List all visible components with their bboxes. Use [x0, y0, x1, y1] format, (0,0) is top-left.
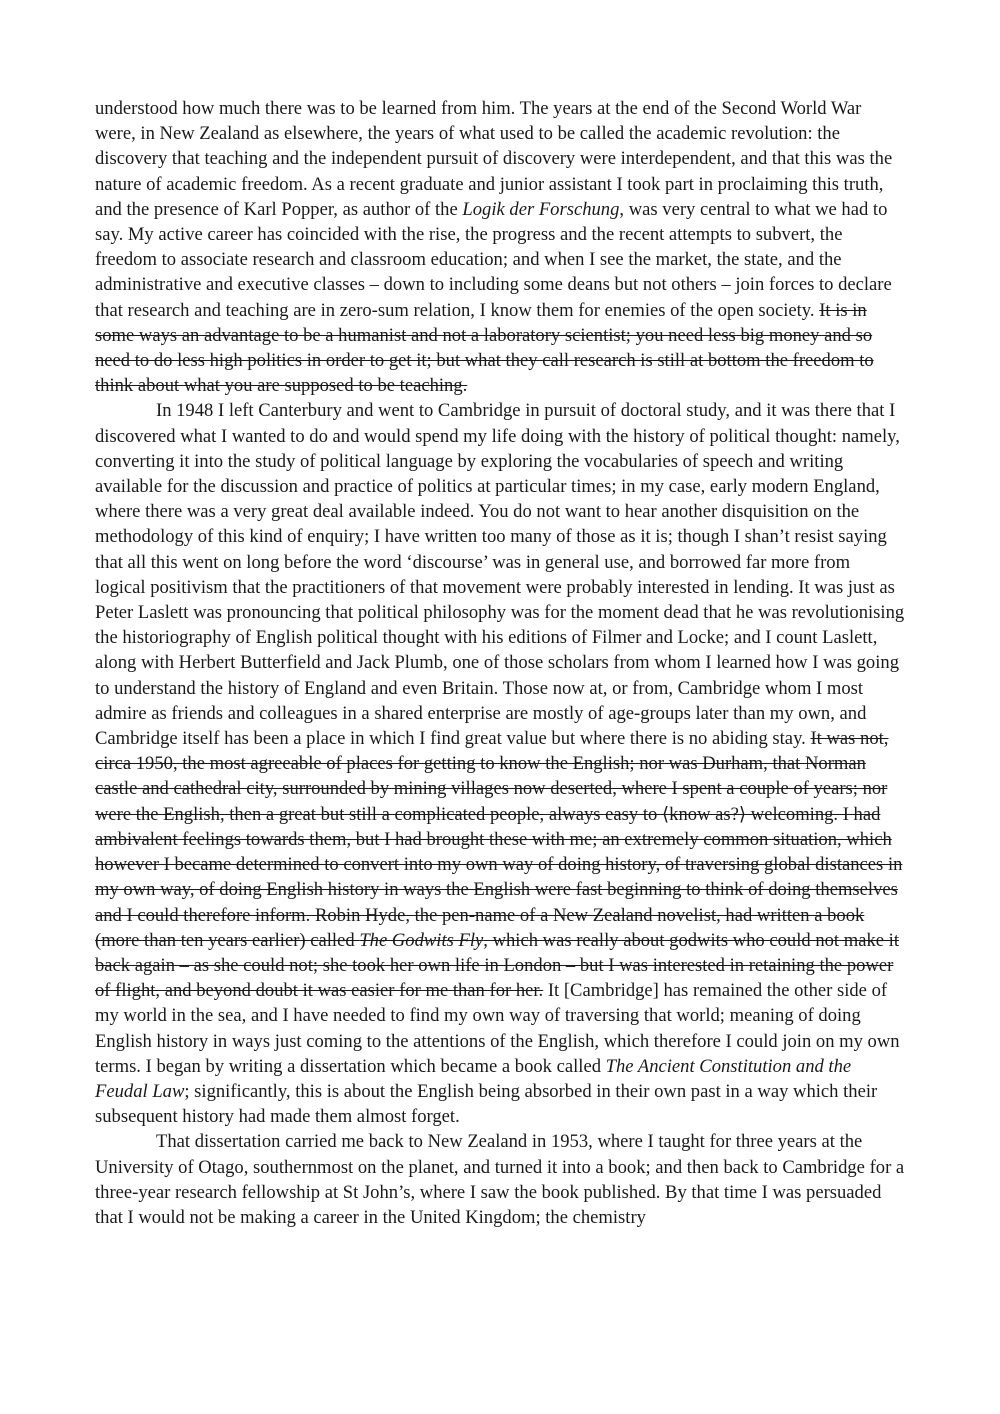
struck-out-text: It is in some ways an advantage to be a humanist and not a laboratory scientist; you need less big money and so need to do less high politics in order to get it; but what they call research is still at bottom the freedom to think about what you are supposed to be teaching.	[95, 299, 874, 397]
text-segment: That dissertation carried me back to New Zealand in 1953, where I taught for three years at the University of Otago, southernmost on the planet, and turned it into a book; and then back to Cambridge for a three-year research fellowship at St John’s, where I saw the book published. By that time I was persuaded that I would not be making a career in the United Kingdom; the chemistry	[95, 1131, 905, 1228]
paragraph-1	[95, 96, 905, 398]
text-segment: , was very central to what we had to say. My active career has coincided with the rise, the progress and the recent attempts to subvert, the freedom to associate research and classroom education; and when I see the market, the state, and the administrative and executive classes – down to including some deans but not others – join forces to declare that research and teaching are in zero-sum relation, I know them for enemies of the open society.	[95, 198, 892, 321]
struck-out-text: It was not, circa 1950, the most agreeable of places for getting to know the English; nor was Durham, that Norman castle and cathedral city, surrounded by mining villages now deserted, where I spent a couple of years; nor were the English, then a great but still a complicated people, always easy to ⟨know as?⟩ welcoming. I had ambivalent feelings towards them, but I had brought these with me; an extremely common situation, which however I became determined to convert into my own way of doing history, of traversing global distances in my own way, of doing English history in ways the English were fast beginning to think of doing themselves and I could therefore inform. Robin Hyde, the pen-name of a New Zealand novelist, had written a book (more than ten years earlier) called	[95, 728, 903, 951]
text-segment: understood how much there was to be learned from him. The years at the end of the Second World War were, in New Zealand as elsewhere, the years of what used to be called the academic revolution: the discovery that teaching and the independent pursuit of discovery were interdependent, and that this was the nature of academic freedom. As a recent graduate and junior assistant I took part in proclaiming this truth, and the presence of Karl Popper, as author of the	[95, 98, 893, 220]
paragraph-2	[95, 398, 905, 1129]
book-title-ancient-constitution: The Ancient Constitution and the Feudal Law	[95, 1055, 852, 1102]
struck-book-title-godwits: The Godwits Fly	[359, 929, 484, 951]
paragraph-3	[95, 1129, 905, 1230]
text-segment: It [Cambridge] has remained the other side of my world in the sea, and I have needed to find my own way of traversing that world; meaning of doing English history in ways just coming to the attentions of the English, which therefore I could join on my own terms. I began by writing a dissertation which became a book called	[95, 980, 900, 1077]
book-title-logik: Logik der Forschung	[462, 198, 620, 220]
text-segment: In 1948 I left Canterbury and went to Cambridge in pursuit of doctoral study, and it was there that I discovered what I wanted to do and would spend my life doing with the history of political thought: namely, converting it into the study of political language by exploring the vocabularies of speech and writing available for the discussion and practice of politics at particular times; in my case, early modern England, where there was a very great deal available indeed. You do not want to hear another disquisition on the methodology of this kind of enquiry; I have written too many of those as it is; though I shan’t resist saying that all this went on long before the word ‘discourse’ was in general use, and borrowed far more from logical positivism that the practitioners of that movement were probably interested in lending. It was just as Peter Laslett was pronouncing that political philosophy was for the moment dead that he was revolutionising the historiography of English political thought with his editions of Filmer and Locke; and I count Laslett, along with Herbert Butterfield and Jack Plumb, one of those scholars from whom I learned how I was going to understand the history of England and even Britain. Those now at, or from, Cambridge whom I most admire as friends and colleagues in a shared enterprise are mostly of age-groups later than my own, and Cambridge itself has been a place in which I find great value but where there is no abiding stay.	[95, 400, 905, 750]
struck-out-text: , which was really about godwits who could not make it back again – as she could not; she took her own life in London – but I was interested in retaining the power of flight, and beyond doubt it was easier for me than for her.	[95, 929, 899, 1002]
text-segment: ; significantly, this is about the English being absorbed in their own past in a way which their subsequent history had made them almost forget.	[95, 1080, 878, 1128]
document-page	[95, 96, 905, 1230]
